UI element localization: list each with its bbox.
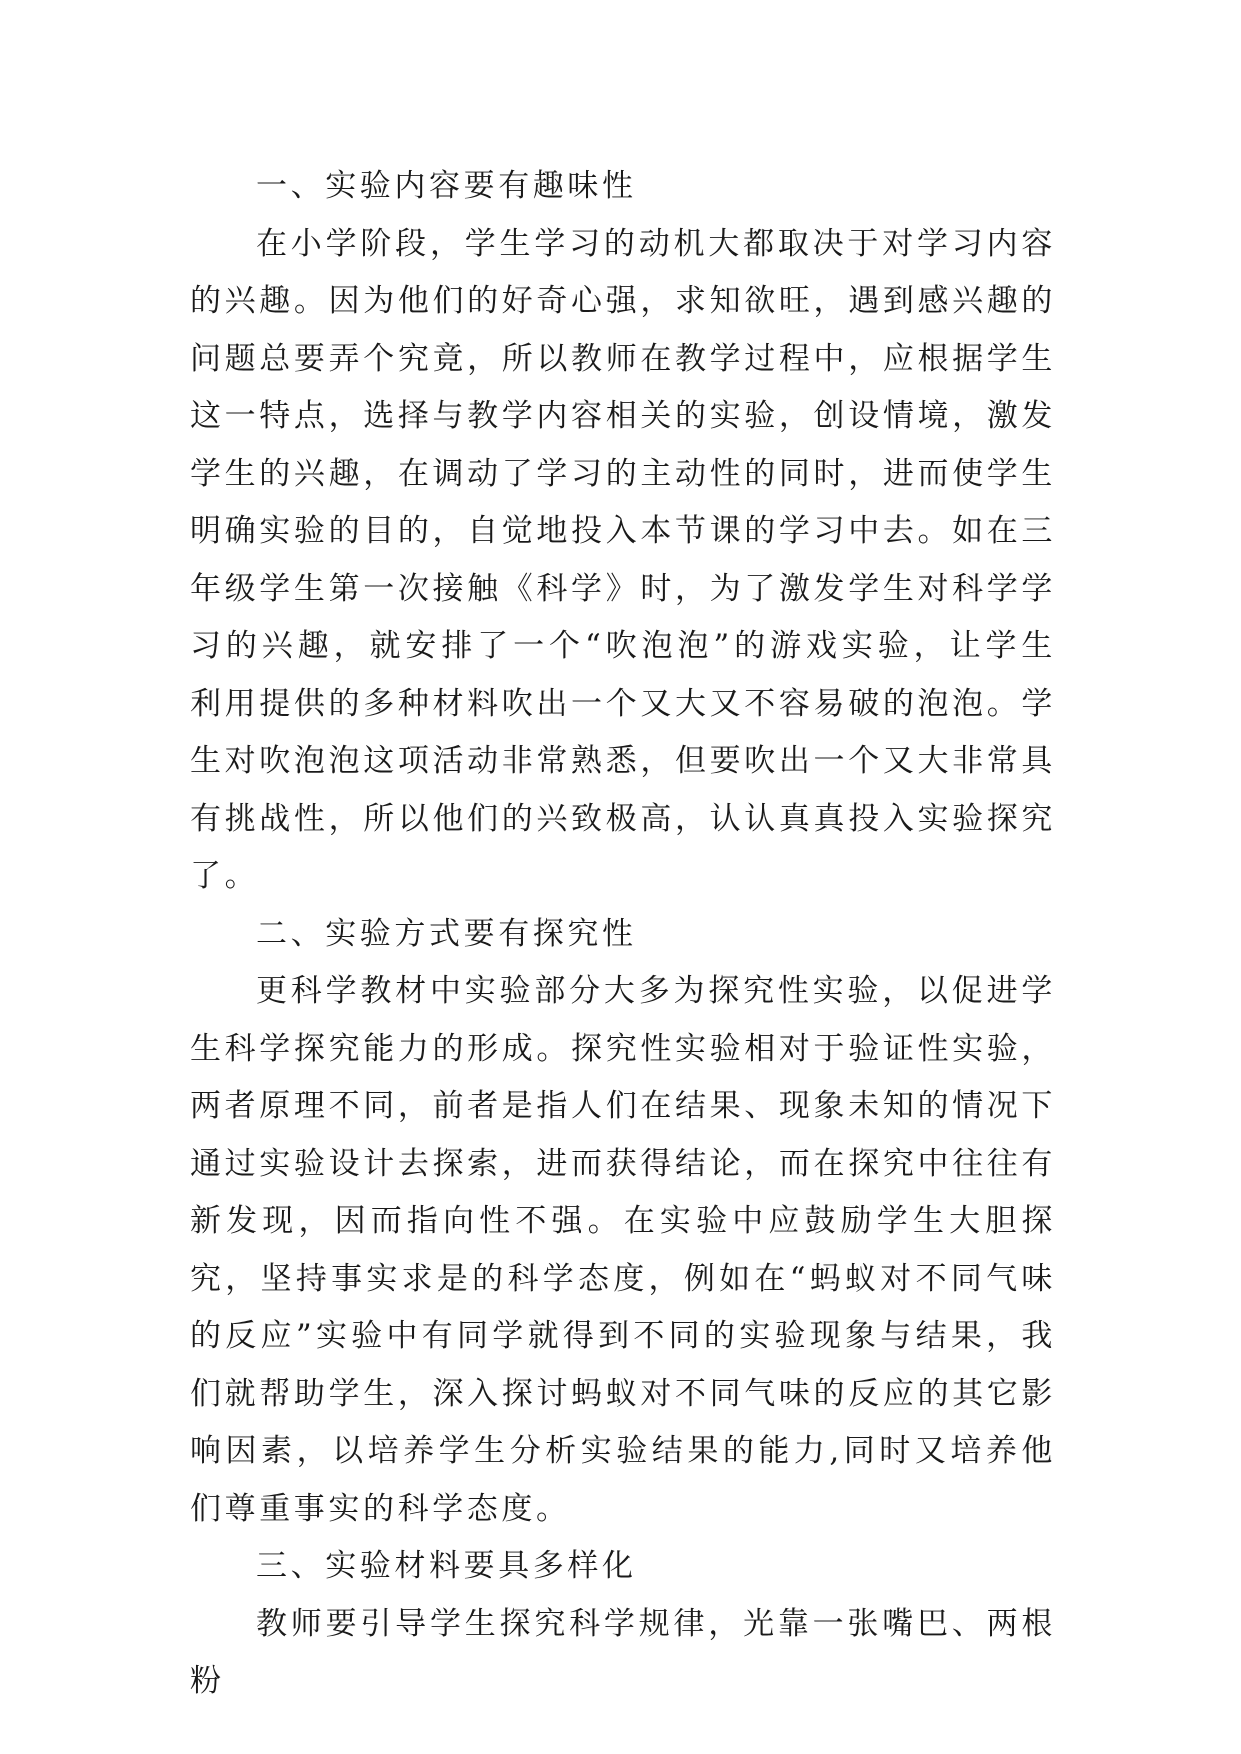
section-paragraph-2: 更科学教材中实验部分大多为探究性实验，以促进学生科学探究能力的形成。探究性实验相对于验证性实验，两者原理不同，前者是指人们在结果、现象未知的情况下通过实验设计去探索，进而获得结论，而在探究中往往有新发现，因而指向性不强。在实验中应鼓励学生大胆探究，坚持事实求是的科学态度，例如在“蚂蚁对不同气味的反应”实验中有同学就得到不同的实验现象与结果，我们就帮助学生，深入探讨蚂蚁对不同气味的反应的其它影响因素，以培养学生分析实验结果的能力,同时又培养他们尊重事实的科学态度。 <box>190 973 1056 1527</box>
section-heading-3: 三、实验材料要具多样化 <box>256 1548 637 1584</box>
document-body <box>190 158 1056 1711</box>
section-paragraph-3: 教师要引导学生探究科学规律，光靠一张嘴巴、两根粉 <box>190 1605 1056 1699</box>
section-heading-1: 一、实验内容要有趣味性 <box>256 168 637 204</box>
section-paragraph-1: 在小学阶段，学生学习的动机大都取决于对学习内容的兴趣。因为他们的好奇心强，求知欲旺，遇到感兴趣的问题总要弄个究竟，所以教师在教学过程中，应根据学生这一特点，选择与教学内容相关的实验，创设情境，激发学生的兴趣，在调动了学习的主动性的同时，进而使学生明确实验的目的，自觉地投入本节课的学习中去。如在三年级学生第一次接触《科学》时，为了激发学生对科学学习的兴趣，就安排了一个“吹泡泡”的游戏实验，让学生利用提供的多种材料吹出一个又大又不容易破的泡泡。学生对吹泡泡这项活动非常熟悉，但要吹出一个又大非常具有挑战性，所以他们的兴致极高，认认真真投入实验探究了。 <box>190 225 1056 894</box>
section-heading-2: 二、实验方式要有探究性 <box>256 915 637 952</box>
